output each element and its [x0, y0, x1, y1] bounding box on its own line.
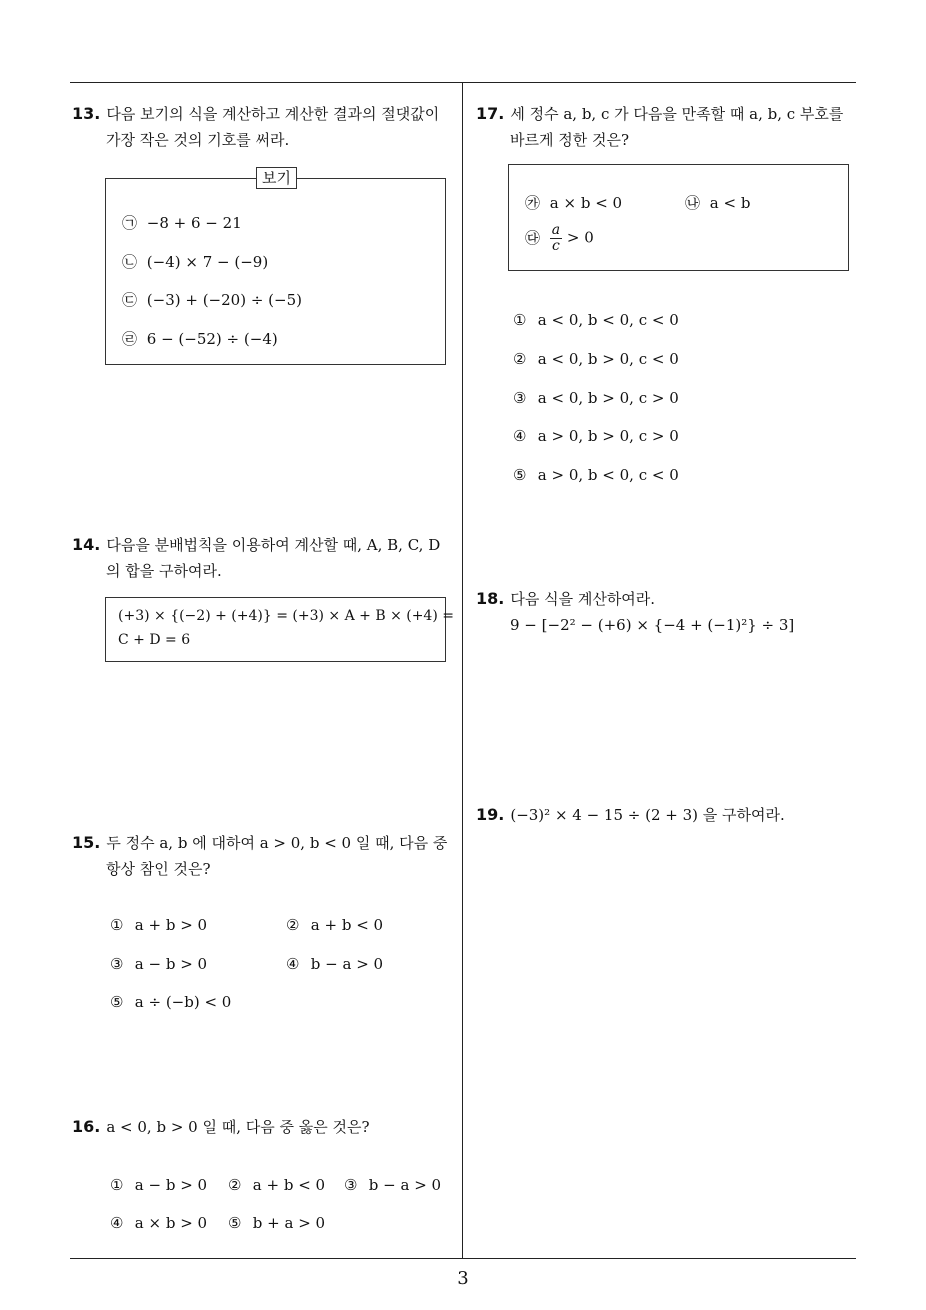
question-text: 다음 식을 계산하여라.	[510, 590, 656, 608]
choice-expression: a < 0, b < 0, c < 0	[537, 311, 679, 329]
choice-expression: b − a > 0	[368, 1176, 442, 1194]
choice-2[interactable]	[513, 350, 679, 368]
example-item	[122, 328, 278, 349]
choice-4[interactable]	[286, 955, 383, 973]
expression-box	[105, 597, 454, 662]
choice-4[interactable]	[513, 427, 679, 445]
example-item	[122, 289, 302, 310]
choice-expression: a + b < 0	[310, 916, 384, 934]
choice-3[interactable]	[344, 1176, 441, 1194]
question-text: 항상 참인 것은?	[106, 860, 211, 878]
fraction	[550, 223, 562, 254]
choice-mark: ③	[110, 955, 124, 973]
choice-expression: a ÷ (−b) < 0	[134, 993, 232, 1011]
choice-1[interactable]	[110, 1176, 207, 1194]
box-line: (+3) × {(−2) + (+4)} = (+3) × A + B × (+4) =	[118, 608, 454, 624]
choice-mark: ①	[110, 916, 124, 934]
question-number: 18.	[476, 589, 505, 608]
choice-mark: ②	[228, 1176, 242, 1194]
condition-item	[525, 223, 594, 254]
condition-mark: ㉰	[525, 228, 541, 247]
question-text: 가장 작은 것의 기호를 써라.	[106, 131, 290, 149]
choice-expression: a < 0, b > 0, c < 0	[537, 350, 679, 368]
choice-expression: b + a > 0	[252, 1214, 326, 1232]
question-14	[72, 532, 457, 584]
item-mark: ㉣	[122, 330, 138, 348]
condition-item	[525, 192, 622, 213]
choice-mark: ④	[513, 427, 527, 445]
item-mark: ㉡	[122, 253, 138, 271]
choice-mark: ⑤	[110, 993, 124, 1011]
choice-3[interactable]	[110, 955, 207, 973]
choice-5[interactable]	[110, 993, 231, 1011]
denominator: c	[552, 238, 560, 254]
choice-1[interactable]	[513, 311, 679, 329]
question-expression: (−3)² × 4 − 15 ÷ (2 + 3) 을 구하여라.	[510, 806, 785, 824]
column-divider	[462, 83, 463, 1259]
choice-4[interactable]	[110, 1214, 207, 1232]
choice-2[interactable]	[286, 916, 383, 934]
question-text: a < 0, b > 0 일 때, 다음 중 옳은 것은?	[106, 1118, 370, 1136]
question-16	[72, 1114, 457, 1140]
condition-item	[685, 192, 750, 213]
question-number: 19.	[476, 805, 505, 824]
choice-mark: ①	[110, 1176, 124, 1194]
top-rule	[70, 82, 856, 83]
conditions-box	[508, 164, 849, 271]
choice-mark: ②	[286, 916, 300, 934]
item-mark: ㉠	[122, 214, 138, 232]
choice-mark: ④	[110, 1214, 124, 1232]
question-13	[72, 101, 457, 153]
question-19	[476, 802, 866, 828]
question-number: 15.	[72, 833, 101, 852]
item-expression: (−4) × 7 − (−9)	[146, 253, 269, 271]
question-number: 17.	[476, 104, 505, 123]
choice-mark: ②	[513, 350, 527, 368]
box-line: C + D = 6	[118, 632, 191, 648]
question-expression: 9 − [−2² − (+6) × {−4 + (−1)²} ÷ 3]	[510, 616, 795, 634]
choice-expression: a < 0, b > 0, c > 0	[537, 389, 679, 407]
question-number: 14.	[72, 535, 101, 554]
example-box	[105, 169, 446, 365]
question-text: 의 합을 구하여라.	[106, 562, 222, 580]
item-mark: ㉢	[122, 291, 138, 309]
choice-expression: a > 0, b > 0, c > 0	[537, 427, 679, 445]
numerator: a	[551, 222, 561, 238]
question-text: 다음 보기의 식을 계산하고 계산한 결과의 절댓값이	[106, 105, 440, 123]
question-number: 13.	[72, 104, 101, 123]
choice-3[interactable]	[513, 389, 679, 407]
question-18	[476, 586, 866, 638]
choice-mark: ④	[286, 955, 300, 973]
choice-expression: a × b > 0	[134, 1214, 208, 1232]
choice-mark: ③	[344, 1176, 358, 1194]
example-item	[122, 251, 268, 272]
choice-expression: a − b > 0	[134, 955, 208, 973]
choice-5[interactable]	[228, 1214, 325, 1232]
choice-expression: a + b < 0	[252, 1176, 326, 1194]
choice-1[interactable]	[110, 916, 207, 934]
condition-mark: ㉯	[685, 194, 701, 212]
question-number: 16.	[72, 1117, 101, 1136]
choice-mark: ⑤	[513, 466, 527, 484]
choice-mark: ⑤	[228, 1214, 242, 1232]
choice-2[interactable]	[228, 1176, 325, 1194]
choice-expression: a + b > 0	[134, 916, 208, 934]
choice-expression: a − b > 0	[134, 1176, 208, 1194]
choice-mark: ①	[513, 311, 527, 329]
example-box-title: 보기	[256, 167, 297, 189]
choice-5[interactable]	[513, 466, 679, 484]
example-item	[122, 212, 242, 233]
item-expression: −8 + 6 − 21	[146, 214, 242, 232]
condition-expression: a × b < 0	[549, 194, 623, 212]
item-expression: 6 − (−52) ÷ (−4)	[146, 330, 278, 348]
question-text: 두 정수 a, b 에 대하여 a > 0, b < 0 일 때, 다음 중	[106, 834, 448, 852]
question-17	[476, 101, 866, 153]
condition-mark: ㉮	[525, 194, 541, 212]
condition-expression: > 0	[566, 228, 594, 247]
choice-expression: b − a > 0	[310, 955, 384, 973]
question-text: 세 정수 a, b, c 가 다음을 만족할 때 a, b, c 부호를	[510, 105, 844, 123]
choice-mark: ③	[513, 389, 527, 407]
bottom-rule	[70, 1258, 856, 1259]
question-text: 바르게 정한 것은?	[510, 131, 630, 149]
page-number: 3	[457, 1268, 469, 1289]
choice-expression: a > 0, b < 0, c < 0	[537, 466, 679, 484]
item-expression: (−3) + (−20) ÷ (−5)	[146, 291, 302, 309]
question-text: 다음을 분배법칙을 이용하여 계산할 때, A, B, C, D	[106, 536, 441, 554]
question-15	[72, 830, 457, 882]
condition-expression: a < b	[709, 194, 751, 212]
